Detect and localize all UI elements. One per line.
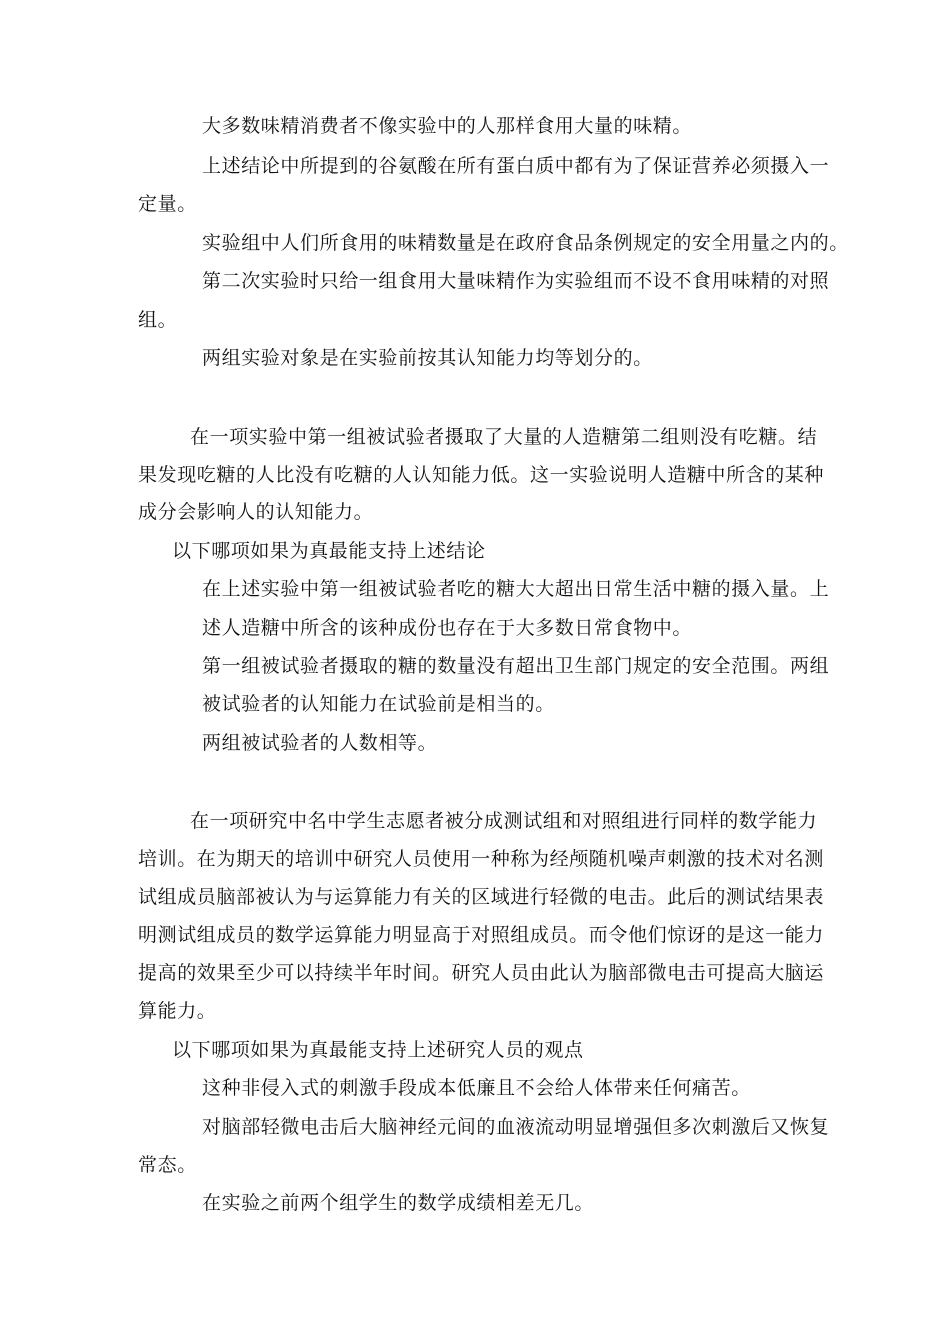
- option-text: 在实验之前两个组学生的数学成绩相差无几。: [202, 1192, 595, 1214]
- option-text: 在上述实验中第一组被试验者吃的糖大大超出日常生活中糖的摄入量。上: [202, 578, 830, 600]
- option-text: 第一组被试验者摄取的糖的数量没有超出卫生部门规定的安全范围。两组: [202, 655, 830, 677]
- option-text: 这种非侵入式的刺激手段成本低廉且不会给人体带来任何痛苦。: [202, 1077, 751, 1099]
- option-text: 对脑部轻微电击后大脑神经元间的血液流动明显增强但多次刺激后又恢复: [202, 1116, 830, 1138]
- option-text-continuation: 常态。: [138, 1154, 197, 1176]
- option-text-continuation: 组。: [138, 309, 178, 331]
- question-stem: 果发现吃糖的人比没有吃糖的人认知能力低。这一实验说明人造糖中所含的某种: [138, 464, 825, 486]
- option-text: 述人造糖中所含的该种成份也存在于大多数日常食物中。: [202, 617, 693, 639]
- option-text-continuation: 定量。: [138, 193, 197, 215]
- question-stem: 提高的效果至少可以持续半年时间。研究人员由此认为脑部微电击可提高大脑运: [138, 962, 825, 984]
- question-stem: 在一项研究中名中学生志愿者被分成测试组和对照组进行同样的数学能力: [190, 810, 818, 832]
- question-stem: 算能力。: [138, 1000, 217, 1022]
- option-text: 上述结论中所提到的谷氨酸在所有蛋白质中都有为了保证营养必须摄入一: [202, 155, 830, 177]
- question-prompt: 以下哪项如果为真最能支持上述结论: [172, 540, 486, 562]
- question-stem: 在一项实验中第一组被试验者摄取了大量的人造糖第二组则没有吃糖。结: [190, 426, 818, 448]
- option-text: 被试验者的认知能力在试验前是相当的。: [202, 693, 555, 715]
- option-text: 大多数味精消费者不像实验中的人那样食用大量的味精。: [202, 115, 693, 137]
- question-stem: 试组成员脑部被认为与运算能力有关的区域进行轻微的电击。此后的测试结果表: [138, 886, 825, 908]
- question-stem: 培训。在为期天的培训中研究人员使用一种称为经颅随机噪声刺激的技术对名测: [138, 848, 825, 870]
- option-text: 实验组中人们所食用的味精数量是在政府食品条例规定的安全用量之内的。: [202, 232, 849, 254]
- option-text: 两组实验对象是在实验前按其认知能力均等划分的。: [202, 347, 653, 369]
- question-stem: 明测试组成员的数学运算能力明显高于对照组成员。而令他们惊讶的是这一能力: [138, 924, 825, 946]
- question-stem: 成分会影响人的认知能力。: [138, 501, 374, 523]
- option-text: 第二次实验时只给一组食用大量味精作为实验组而不设不食用味精的对照: [202, 270, 830, 292]
- option-text: 两组被试验者的人数相等。: [202, 732, 438, 754]
- question-prompt: 以下哪项如果为真最能支持上述研究人员的观点: [172, 1039, 584, 1061]
